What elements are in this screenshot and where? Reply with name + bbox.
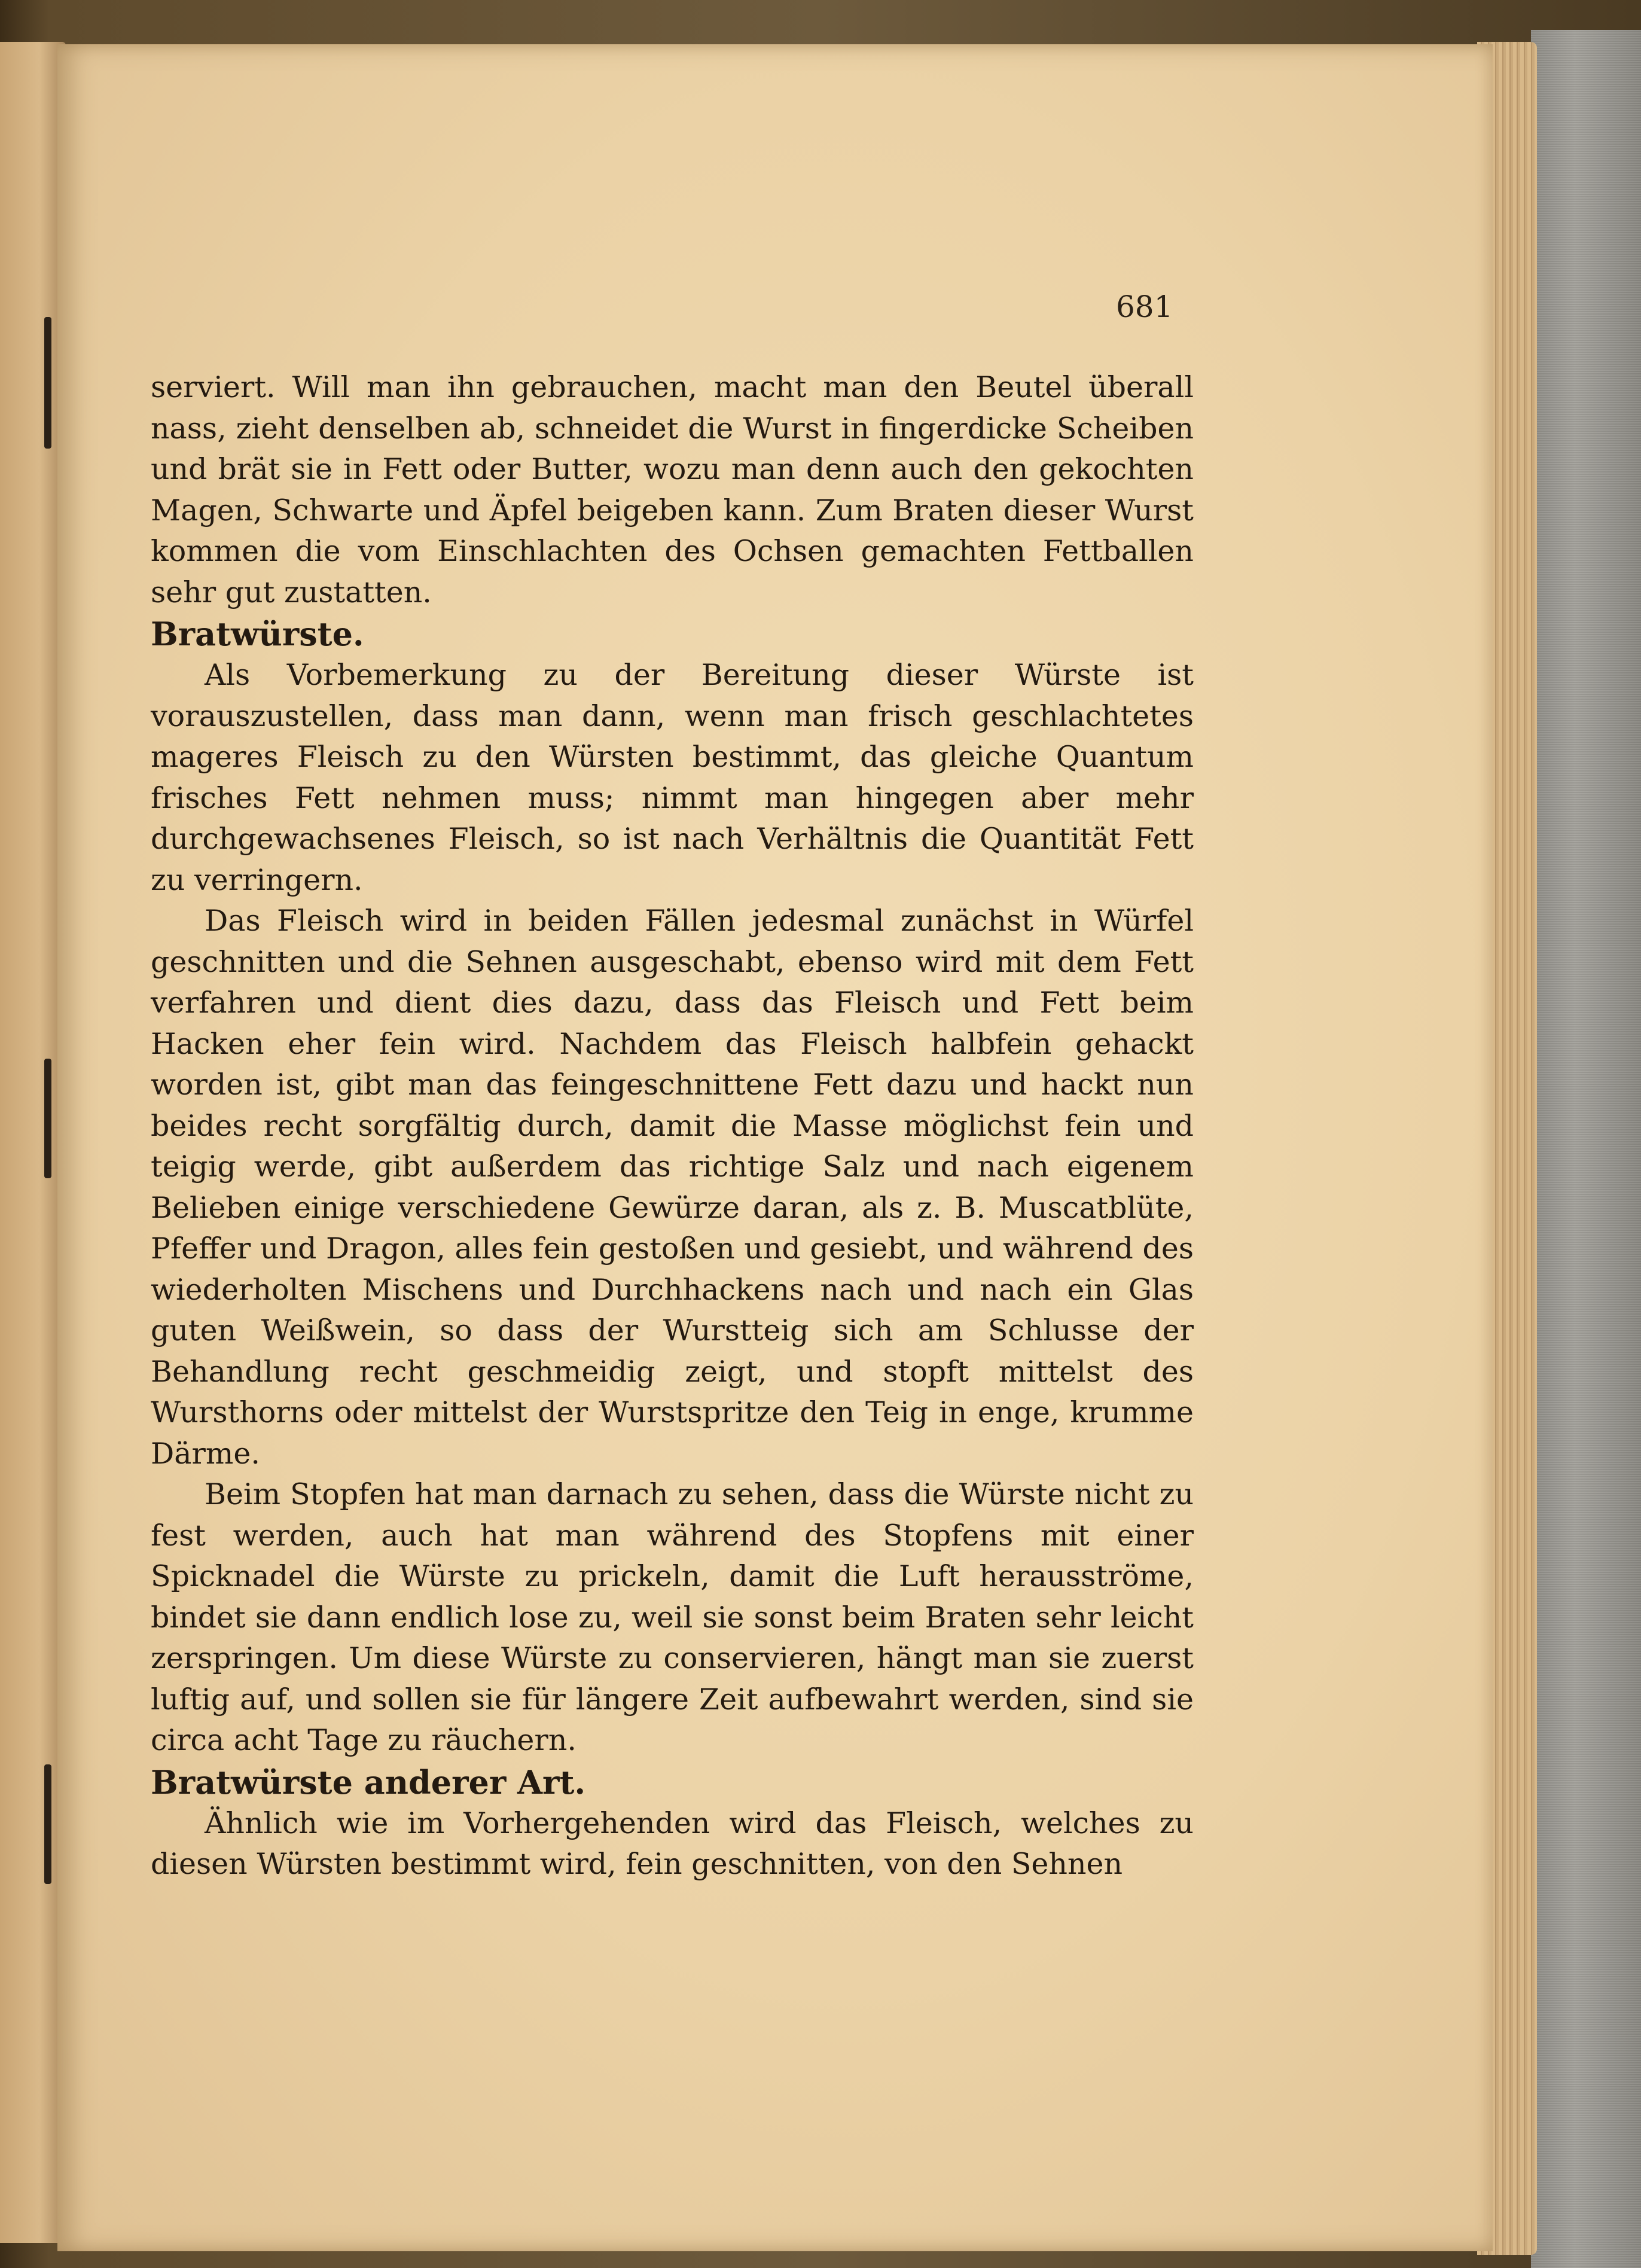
- paragraph: Das Fleisch wird in beiden Fällen jedesmal zunächst in Würfel geschnitten und die Sehnen ausgeschabt, ebenso wird mit dem Fett verfahren und dient dies dazu, dass das Fleisch und Fett beim Hacken eher fein wird. Nachdem das Fleisch halbfein gehackt worden ist, gibt man das feingeschnittene Fett dazu und hackt nun beides recht sorgfältig durch, damit die Masse möglichst fein und teigig werde, gibt außerdem das richtige Salz und nach eigenem Belieben einige verschiedene Gewürze daran, als z. B. Muscatblüte, Pfeffer und Dragon, alles fein gestoßen und gesiebt, und während des wiederholten Mischens und Durchhackens nach und nach ein Glas guten Weißwein, so dass der Wurstteig sich am Schlusse der Behandlung recht geschmeidig zeigt, und stopft mittelst des Wursthorns oder mittelst der Wurstspritze den Teig in enge, krumme Därme.: [151, 904, 1194, 1471]
- book-cover-cloth: [1531, 30, 1641, 2268]
- page-number: 681: [1116, 289, 1173, 324]
- ink-mark: [44, 317, 51, 449]
- paragraph: Als Vorbemerkung zu der Bereitung dieser Würste ist vorauszustellen, dass man dann, wenn man frisch geschlachtetes mageres Fleisch zu den Würsten bestimmt, das gleiche Quantum frisches Fett nehmen muss; nimmt man hingegen aber mehr durchgewachsenes Fleisch, so ist nach Verhältnis die Quantität Fett zu verringern.: [151, 658, 1194, 897]
- paragraph: Ähnlich wie im Vorhergehenden wird das Fleisch, welches zu diesen Würsten bestimmt wird, fein geschnitten, von den Sehnen: [151, 1806, 1194, 1881]
- section-heading-bratwuerste-anderer-art: Bratwürste anderer Art.: [151, 1763, 586, 1801]
- paragraph: Beim Stopfen hat man darnach zu sehen, dass die Würste nicht zu fest werden, auch hat man während des Stopfens mit einer Spicknadel die Würste zu prickeln, damit die Luft herausströme, bindet sie dann endlich lose zu, weil sie sonst beim Braten sehr leicht zerspringen. Um diese Würste zu conservieren, hängt man sie zuerst luftig auf, und sollen sie für längere Zeit aufbewahrt werden, sind sie circa acht Tage zu räuchern.: [151, 1477, 1194, 1757]
- book-page: [57, 44, 1493, 2251]
- intro-paragraph: serviert. Will man ihn gebrauchen, macht man den Beutel überall nass, zieht denselben ab, schneidet die Wurst in fingerdicke Scheiben und brät sie in Fett oder Butter, wozu man denn auch den gekochten Magen, Schwarte und Äpfel beigeben kann. Zum Braten dieser Wurst kommen die vom Einschlachten des Ochsen gemachten Fettballen sehr gut zustatten.: [151, 370, 1194, 609]
- section-heading-bratwuerste: Bratwürste.: [151, 615, 364, 653]
- ink-mark: [44, 1059, 51, 1178]
- ink-mark: [44, 1764, 51, 1884]
- text-block: [151, 367, 1194, 1885]
- facing-page-edge: [0, 42, 66, 2243]
